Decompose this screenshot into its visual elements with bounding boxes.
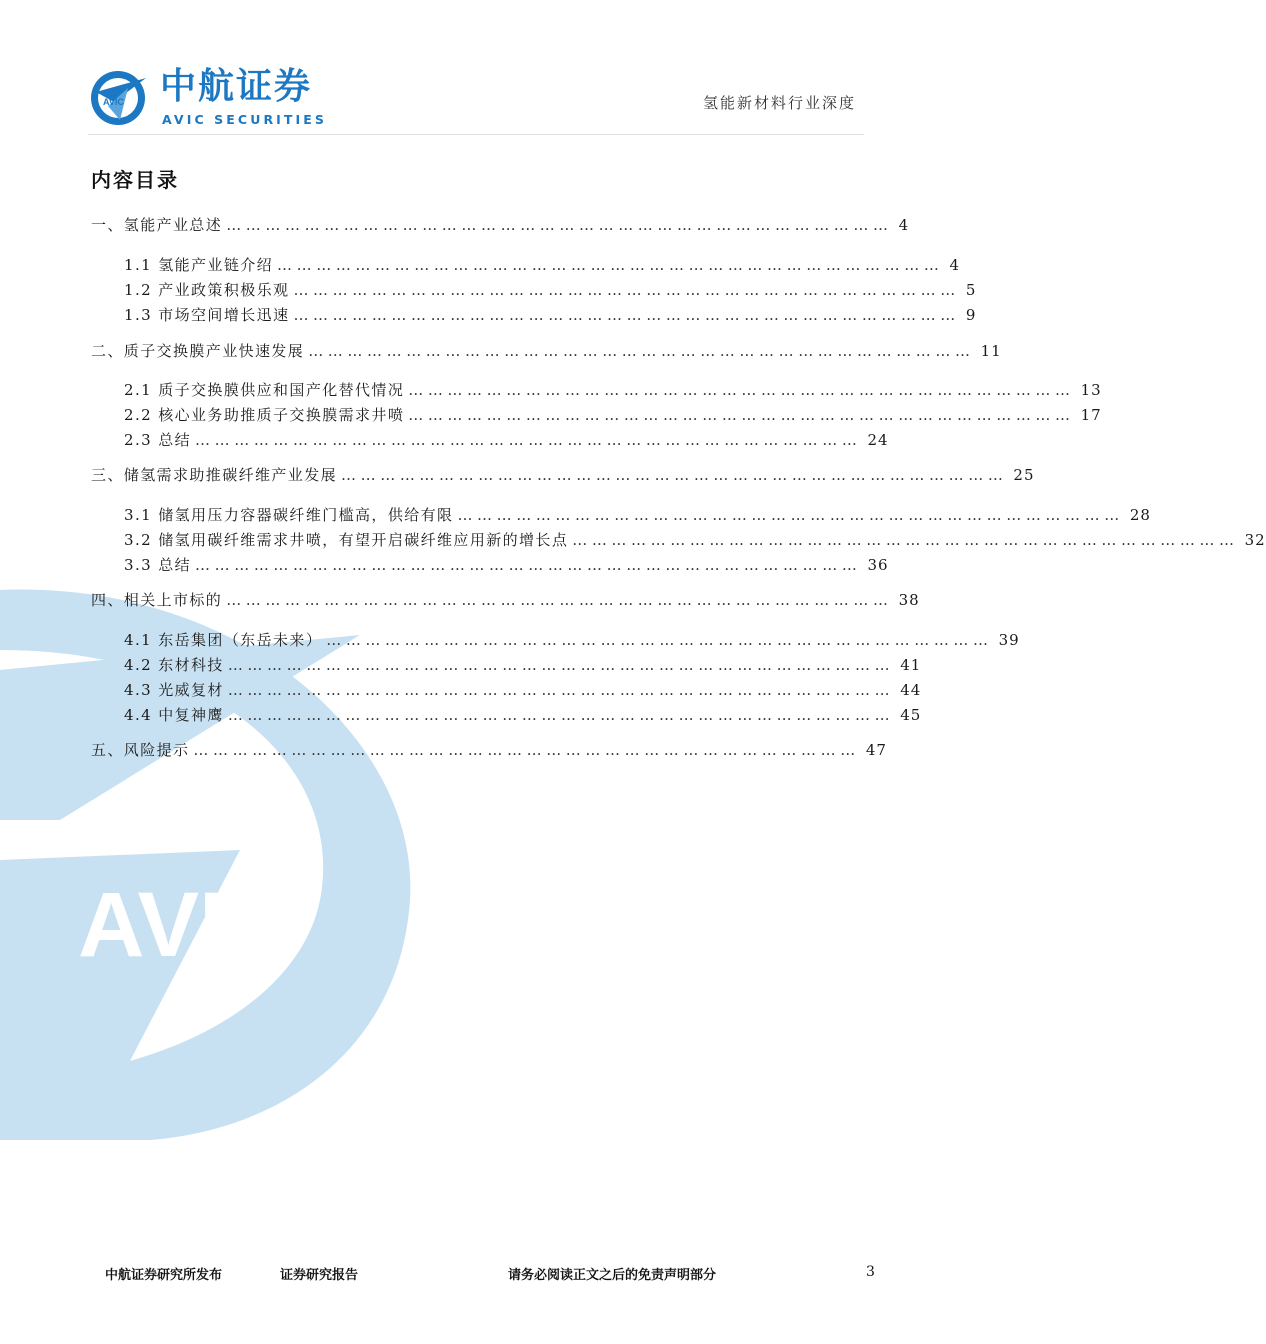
toc-entry[interactable] (124, 429, 889, 451)
toc-entry-page: 38 (898, 591, 920, 609)
toc-entry-page: 9 (965, 306, 977, 324)
toc-leader-dots: ………………………………………………………………………………………… (193, 741, 860, 759)
toc-entry-label: 2.1 质子交换膜供应和国产化替代情况 (124, 381, 405, 399)
toc-entry-page: 44 (900, 681, 922, 699)
toc-entry[interactable] (124, 504, 1151, 526)
toc-leader-dots: ………………………………………………………………………………………… (226, 591, 893, 609)
toc-leader-dots: ………………………………………………………………………………………… (457, 506, 1124, 524)
toc-entry-label: 3.1 储氢用压力容器碳纤维门槛高，供给有限 (124, 506, 454, 524)
toc-entry-label: 4.4 中复神鹰 (124, 706, 224, 724)
toc-entry-label: 1.1 氢能产业链介绍 (124, 256, 274, 274)
toc-entry[interactable] (124, 379, 1102, 401)
toc-entry-page: 24 (867, 431, 889, 449)
toc-entry[interactable] (124, 704, 922, 726)
toc-entry[interactable] (124, 254, 960, 276)
toc-entry-page: 45 (900, 706, 922, 724)
toc-entry-page: 11 (980, 342, 1002, 360)
toc-leader-dots: ………………………………………………………………………………………… (408, 406, 1075, 424)
avic-watermark (0, 520, 420, 1140)
toc-entry-label: 二、质子交换膜产业快速发展 (91, 342, 305, 360)
toc-entry[interactable] (91, 464, 1035, 486)
page-header (88, 62, 864, 135)
toc-entry[interactable] (124, 529, 1266, 551)
toc-entry[interactable] (124, 304, 977, 326)
brand-name-cn: 中航证券 (160, 66, 313, 107)
toc-entry-page: 41 (900, 656, 922, 674)
report-topic: 氢能新材料行业深度 (702, 94, 856, 112)
toc-entry-label: 1.2 产业政策积极乐观 (124, 281, 290, 299)
toc-entry-label: 3.2 储氢用碳纤维需求井喷，有望开启碳纤维应用新的增长点 (124, 531, 569, 549)
toc-entry-page: 32 (1244, 531, 1266, 549)
toc-entry-page: 4 (949, 256, 960, 274)
toc-entry-label: 五、风险提示 (91, 741, 190, 759)
toc-leader-dots: ………………………………………………………………………………………… (408, 381, 1075, 399)
toc-entry[interactable] (124, 629, 1020, 651)
toc-entry[interactable] (124, 679, 922, 701)
toc-entry-label: 一、氢能产业总述 (91, 216, 223, 234)
toc-entry[interactable] (91, 340, 1002, 362)
toc-leader-dots: ………………………………………………………………………………………… (341, 466, 1008, 484)
toc-entry-label: 三、储氢需求助推碳纤维产业发展 (91, 466, 338, 484)
toc-entry-label: 1.3 市场空间增长迅速 (124, 306, 290, 324)
toc-leader-dots: ………………………………………………………………………………………… (195, 431, 862, 449)
toc-leader-dots: ………………………………………………………………………………………… (308, 342, 975, 360)
toc-entry-label: 4.1 东岳集团（东岳未来） (124, 631, 323, 649)
toc-entry[interactable] (91, 589, 920, 611)
brand-name-en: AVIC SECURITIES (162, 112, 328, 127)
toc-entry-page: 47 (865, 741, 887, 759)
footer-report-type: 证券研究报告 (280, 1268, 359, 1283)
toc-leader-dots: ………………………………………………………………………………………… (195, 556, 862, 574)
page-footer (0, 1264, 950, 1286)
footer-publisher: 中航证券研究所发布 (105, 1268, 223, 1283)
toc-leader-dots: ………………………………………………………………………………………… (277, 256, 944, 274)
toc-entry-page: 25 (1013, 466, 1035, 484)
toc-entry[interactable] (91, 739, 887, 761)
toc-entry-page: 28 (1129, 506, 1151, 524)
toc-entry-label: 3.3 总结 (124, 556, 192, 574)
toc-entry-page: 13 (1080, 381, 1102, 399)
toc-leader-dots: ………………………………………………………………………………………… (227, 681, 895, 699)
toc-entry[interactable] (124, 554, 889, 576)
toc-leader-dots: ………………………………………………………………………………………… (326, 631, 993, 649)
toc-leader-dots: ………………………………………………………………………………………… (227, 706, 895, 724)
toc-leader-dots: ………………………………………………………………………………………… (293, 281, 960, 299)
toc-entry-page: 4 (898, 216, 910, 234)
toc-entry-page: 39 (998, 631, 1020, 649)
toc-leader-dots: ………………………………………………………………………………………… (572, 531, 1239, 549)
toc-entry[interactable] (124, 654, 922, 676)
toc-entry-label: 2.2 核心业务助推质子交换膜需求井喷 (124, 406, 405, 424)
toc-entry-label: 2.3 总结 (124, 431, 192, 449)
toc-entry-page: 36 (867, 556, 889, 574)
toc-entry[interactable] (124, 279, 977, 301)
toc-leader-dots: ………………………………………………………………………………………… (293, 306, 960, 324)
toc-entry-label: 四、相关上市标的 (91, 591, 223, 609)
toc-entry[interactable] (91, 214, 910, 236)
toc-leader-dots: ………………………………………………………………………………………… (227, 656, 895, 674)
toc-entry-label: 4.2 东材科技 (124, 656, 224, 674)
page-number: 3 (866, 1264, 875, 1280)
toc-entry-page: 17 (1080, 406, 1102, 424)
toc-entry[interactable] (124, 404, 1102, 426)
logo-text: AVIC (103, 97, 124, 107)
footer-disclaimer: 请务必阅读正文之后的免责声明部分 (508, 1268, 717, 1283)
avic-logo-icon (88, 68, 148, 128)
toc-entry-page: 5 (965, 281, 977, 299)
toc-entry-label: 4.3 光威复材 (124, 681, 224, 699)
toc-title: 内容目录 (91, 168, 179, 192)
watermark-text: AVIC (78, 874, 291, 976)
toc-leader-dots: ………………………………………………………………………………………… (226, 216, 893, 234)
